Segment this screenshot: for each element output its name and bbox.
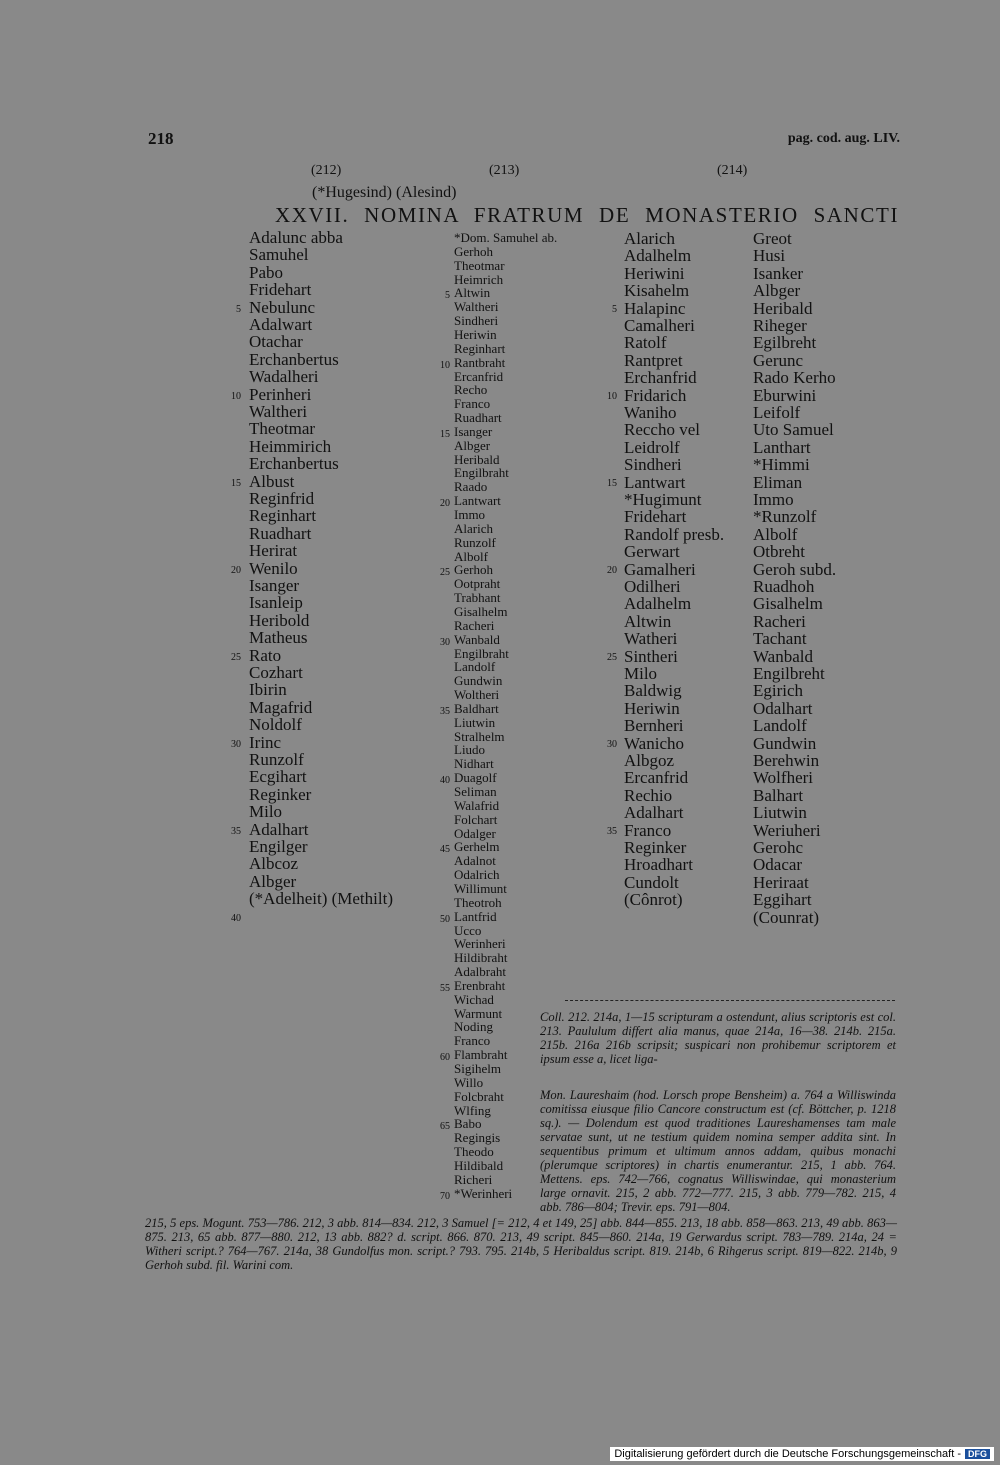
name-entry: Ucco xyxy=(454,922,482,938)
name-entry: Albcoz xyxy=(249,854,299,874)
name-entry: Racheri xyxy=(454,617,495,633)
name-entry: *Dom. Samuhel ab. xyxy=(454,230,558,245)
line-number: 30 xyxy=(440,636,450,648)
footnote-rule xyxy=(565,1000,895,1001)
name-entry: Milo xyxy=(624,664,658,683)
name-entry: Wanbald xyxy=(454,631,500,647)
name-entry: Franco xyxy=(454,396,491,412)
name-entry: Franco xyxy=(454,1033,491,1049)
line-number: 65 xyxy=(440,1121,450,1133)
name-entry: Ercanfrid xyxy=(624,768,689,788)
name-entry: Racheri xyxy=(753,611,806,631)
name-entry: Ruadhart xyxy=(249,523,312,543)
name-entry: Alarich xyxy=(624,229,675,248)
name-entry: Leifolf xyxy=(753,403,801,422)
name-entry: Wenilo xyxy=(249,558,298,578)
name-entry: Camalheri xyxy=(624,316,695,335)
line-number: 40 xyxy=(231,912,241,924)
name-entry: Erchanbertus xyxy=(249,349,339,369)
name-entry: Landolf xyxy=(454,659,496,675)
name-entry: Berehwin xyxy=(753,751,820,770)
name-entry: Duagolf xyxy=(454,770,497,786)
name-entry: Seliman xyxy=(454,784,497,799)
name-entry: Albger xyxy=(249,871,297,891)
name-entry: Wanbald xyxy=(753,646,813,666)
name-entry: Balhart xyxy=(753,785,804,805)
name-entry: Altwin xyxy=(624,611,672,631)
name-entry: Reccho vel xyxy=(624,420,700,440)
name-entry: Ercanfrid xyxy=(454,368,504,384)
line-number: 20 xyxy=(440,498,450,510)
name-entry: Irinc xyxy=(249,732,282,752)
name-entry: Theotmar xyxy=(249,419,316,439)
name-entry: (*Adelheit) (Methilt) xyxy=(249,889,393,909)
name-entry: Runzolf xyxy=(454,534,496,550)
name-entry: Werinheri xyxy=(454,936,506,952)
name-entry: Isanleip xyxy=(249,593,303,613)
name-entry: Uto Samuel xyxy=(753,420,834,440)
name-entry: Pabo xyxy=(249,262,283,282)
name-entry: Reginhart xyxy=(454,340,506,356)
name-entry: Adalnot xyxy=(454,853,496,869)
name-entry: Folchart xyxy=(454,811,498,827)
name-entry: Samuhel xyxy=(249,245,309,265)
name-entry: Ootpraht xyxy=(454,576,501,592)
name-entry: Liutwin xyxy=(454,714,496,730)
name-entry: Waniho xyxy=(624,403,677,422)
name-entry: Herirat xyxy=(249,541,298,561)
name-entry: Sindheri xyxy=(454,313,499,329)
wide-footnote: 215, 5 eps. Mogunt. 753—786. 212, 3 abb. 814—834. 212, 3 Samuel [= 212, 4 et 149, 25] abb. 844—855. 213, 18 abb. 858—863. 213, 49 abb. 863—875. 213, 65 abb. 877—880. 212, 13 abb. 882? d. script. 866. 870. 213, 49 script. 845—860. 214a, 19 Gerwardus script. 783—789. 214a, 24 = Witheri script.? 764—767. 214a, 38 Gundolfus mon. script.? 793. 795. 214b, 5 Heribaldus script. 819. 214b, 6 Rihgerus script. 819—822. 214b, 9 Gerhoh subd. fil. Warini com. xyxy=(145,1216,897,1272)
name-entry: Gerwart xyxy=(624,542,680,562)
chapter-title: XXVII. NOMINA FRATRUM DE MONASTERIO SANCTI xyxy=(275,203,900,227)
name-entry: Albolf xyxy=(753,524,798,544)
name-entry: (Cônrot) xyxy=(624,890,683,910)
name-entry: *Werinheri xyxy=(454,1185,513,1201)
name-entry: Rado Kerho xyxy=(753,368,836,388)
name-entry: Reginker xyxy=(249,784,312,804)
name-entry: Ibirin xyxy=(249,680,287,700)
line-number: 5 xyxy=(236,303,241,315)
line-number: 35 xyxy=(607,825,617,837)
name-entry: Reginker xyxy=(624,838,687,857)
name-entry: Woltheri xyxy=(454,687,500,703)
line-number: 10 xyxy=(607,390,617,402)
page-number: 218 xyxy=(148,129,174,148)
name-entry: Baldhart xyxy=(454,700,499,716)
name-entry: Magafrid xyxy=(249,697,313,717)
name-entry: Adalunc abba xyxy=(249,228,343,247)
name-entry: Weriuheri xyxy=(753,820,821,840)
name-entry: Leidrolf xyxy=(624,437,680,457)
name-entry: Tachant xyxy=(753,629,807,649)
name-entry: Gerhoh xyxy=(454,243,493,259)
name-entry: Reginfrid xyxy=(249,489,315,508)
name-entry: Alarich xyxy=(454,520,493,536)
name-entry: Waltheri xyxy=(454,299,499,315)
line-number: 50 xyxy=(440,913,450,925)
name-entry: Rantpret xyxy=(624,350,683,370)
name-entry: Runzolf xyxy=(249,750,304,769)
name-entry: Adalhart xyxy=(624,803,684,823)
name-entry: *Hugimunt xyxy=(624,490,702,509)
name-entry: Rantbraht xyxy=(454,354,506,370)
name-entry: Nebulunc xyxy=(249,297,316,317)
line-number: 20 xyxy=(607,564,617,576)
name-entry: Heriwin xyxy=(454,326,497,342)
name-entry: Wlfing xyxy=(454,1102,491,1118)
name-entry: Albgoz xyxy=(624,751,675,770)
line-number: 30 xyxy=(607,738,617,750)
name-entry: Adalwart xyxy=(249,315,313,334)
supra-title: (*Hugesind) (Alesind) xyxy=(312,184,457,201)
name-entry: Erchanbertus xyxy=(249,454,339,474)
name-entry: Stralhelm xyxy=(454,728,505,744)
name-entry: Gerhoh xyxy=(454,562,493,578)
line-number: 25 xyxy=(440,567,450,579)
name-entry: Altwin xyxy=(454,285,491,301)
name-entry: Albger xyxy=(454,437,491,453)
name-entry: Cundolt xyxy=(624,872,679,892)
name-entry: Flambraht xyxy=(454,1047,508,1063)
name-entry: Greot xyxy=(753,229,792,248)
name-entry: Gerunc xyxy=(753,350,804,370)
name-entry: Baldwig xyxy=(624,681,682,701)
name-entry: Warmunt xyxy=(454,1005,503,1021)
name-entry: Heribald xyxy=(753,298,813,318)
footer-credit xyxy=(610,1447,994,1461)
name-entry: Engilbraht xyxy=(454,465,509,481)
name-entry: Walafrid xyxy=(454,797,500,813)
name-entry: Theotmar xyxy=(454,257,505,273)
name-entry: Liudo xyxy=(454,742,486,758)
name-entry: Folcbraht xyxy=(454,1088,504,1104)
name-entry: Hildibraht xyxy=(454,950,508,966)
name-entry: Engilbreht xyxy=(753,664,825,683)
name-entry: Ecgihart xyxy=(249,767,307,787)
name-entry: Bernheri xyxy=(624,716,684,736)
name-entry: Wadalheri xyxy=(249,367,319,387)
name-entry: Richeri xyxy=(454,1171,493,1187)
name-entry: Kisahelm xyxy=(624,281,690,301)
dfg-logo: DFG xyxy=(965,1449,990,1459)
name-entry: Babo xyxy=(454,1116,482,1132)
name-entry: Hroadhart xyxy=(624,855,693,875)
name-entry: Theodo xyxy=(454,1144,494,1160)
name-entry: Lantwart xyxy=(454,493,501,509)
name-entry: Adalhart xyxy=(249,819,309,839)
name-entry: Fridehart xyxy=(624,507,687,527)
name-entry: Ratolf xyxy=(624,333,667,353)
name-entry: Adalhelm xyxy=(624,594,692,614)
line-number: 10 xyxy=(231,390,241,402)
name-entry: Randolf presb. xyxy=(624,524,725,544)
name-entry: Engilbraht xyxy=(454,645,509,661)
name-entry: Husi xyxy=(753,246,786,266)
name-entry: Immo xyxy=(454,507,486,522)
name-entry: Odalrich xyxy=(454,867,500,883)
name-entry: Heriraat xyxy=(753,872,809,892)
name-entry: Albust xyxy=(249,471,295,491)
name-entry: Willimunt xyxy=(454,880,507,896)
line-number: 35 xyxy=(440,705,450,717)
line-number: 10 xyxy=(440,359,450,371)
name-entry: Perinheri xyxy=(249,384,312,404)
name-entry: *Himmi xyxy=(753,455,810,475)
name-entry: Geroh subd. xyxy=(753,559,837,579)
name-entry: Halapinc xyxy=(624,298,686,318)
line-number: 35 xyxy=(231,825,241,837)
name-entry: Gerohc xyxy=(753,838,804,857)
name-entry: Eggihart xyxy=(753,890,812,910)
line-number: 25 xyxy=(607,651,617,663)
name-entry: Ruadhart xyxy=(454,410,502,426)
line-number: 15 xyxy=(607,477,617,489)
line-number: 25 xyxy=(231,651,241,663)
name-entry: *Runzolf xyxy=(753,507,817,527)
name-entry: Noldolf xyxy=(249,715,302,735)
name-entry: Engilger xyxy=(249,837,308,856)
line-number: 40 xyxy=(440,775,450,787)
name-entry: Sintheri xyxy=(624,646,678,666)
name-entry: Wolfheri xyxy=(753,768,813,788)
name-entry: Fridehart xyxy=(249,280,312,300)
name-entry: Heriwin xyxy=(624,698,680,718)
name-entry: Sigihelm xyxy=(454,1061,501,1076)
name-entry: Adalhelm xyxy=(624,246,692,266)
line-number: 20 xyxy=(231,564,241,576)
name-entry: Hildibald xyxy=(454,1157,504,1173)
footnote-block xyxy=(540,1010,896,1066)
name-entry: Isanker xyxy=(753,263,804,283)
name-entry: Odalhart xyxy=(753,698,813,718)
name-entry: Gerhelm xyxy=(454,839,500,855)
name-entry: Liutwin xyxy=(753,803,807,823)
name-entry: Egirich xyxy=(753,681,804,701)
name-entry: Nidhart xyxy=(454,756,494,772)
name-entry: Raado xyxy=(454,479,488,495)
column-number-214: (214) xyxy=(717,163,748,178)
name-entry: Matheus xyxy=(249,628,308,648)
name-entry: Albolf xyxy=(454,548,488,564)
line-number: 5 xyxy=(612,303,617,315)
name-entry: Adalbraht xyxy=(454,964,506,980)
footnote-paragraph: Mon. Laureshaim (hod. Lorsch prope Bensheim) a. 764 a Williswinda comitissa eiusque filio Cancore constructum est (cf. Böttcher, p. 1218 sq.). — Dolendum est quod traditiones Laureshamenses tam male servatae sunt, ut ne testium quidem nomina semper addita sint. In sequentibus primum et ultimum annos addam, quibus monachi (plerumque scriptores) in chartis enumerantur. 215, 1 abb. 764. Mettens. eps. 742—766, cognatus Williswindae, qui monasterium large ornavit. 215, 2 abb. 772—777. 215, 3 abb. 779—782. 215, 4 abb. 786—804; Trevir. eps. 791—804. xyxy=(540,1088,896,1214)
name-entry: Otachar xyxy=(249,332,303,352)
line-number: 5 xyxy=(445,290,450,302)
column-number-213: (213) xyxy=(489,163,520,178)
name-entry: Wichad xyxy=(454,991,494,1007)
line-number: 45 xyxy=(440,844,450,856)
name-entry: Erchanfrid xyxy=(624,368,697,388)
column-number-212: (212) xyxy=(311,163,342,178)
name-entry: Gisalhelm xyxy=(454,603,508,619)
name-entry: Heriwini xyxy=(624,263,685,283)
name-entry: Odalger xyxy=(454,825,496,841)
name-entry: Albger xyxy=(753,281,801,301)
running-head: pag. cod. aug. LIV. xyxy=(787,131,900,146)
name-entry: Milo xyxy=(249,802,283,822)
name-entry: Heribold xyxy=(249,610,310,630)
name-entry: Egilbreht xyxy=(753,333,817,353)
name-entry: Gundwin xyxy=(454,673,503,689)
name-entry: Gamalheri xyxy=(624,559,696,579)
name-entry: Lantfrid xyxy=(454,908,497,924)
name-entry: Isanger xyxy=(454,423,493,439)
name-entry: Noding xyxy=(454,1019,493,1035)
name-entry: Ruadhoh xyxy=(753,577,815,596)
name-entry: Eburwini xyxy=(753,385,817,405)
name-entry: Isanger xyxy=(249,576,300,595)
name-entry: Rato xyxy=(249,645,282,665)
line-number: 70 xyxy=(440,1190,450,1202)
name-entry: Fridarich xyxy=(624,385,687,405)
name-entry: Recho xyxy=(454,382,488,398)
name-entry: Sindheri xyxy=(624,455,682,475)
name-entry: Theotroh xyxy=(454,894,502,910)
name-entry: (Counrat) xyxy=(753,907,820,927)
name-entry: Rechio xyxy=(624,785,673,805)
name-entry: Heimrich xyxy=(454,271,504,287)
name-entry: Odilheri xyxy=(624,577,681,596)
name-entry: Regingis xyxy=(454,1130,501,1146)
name-entry: Franco xyxy=(624,820,672,840)
line-number: 30 xyxy=(231,738,241,750)
name-entry: Landolf xyxy=(753,716,807,736)
name-entry: Heribald xyxy=(454,451,500,467)
name-entry: Waltheri xyxy=(249,402,308,421)
footnote-block-2 xyxy=(540,1088,896,1214)
name-entry: Reginhart xyxy=(249,506,317,526)
name-entry: Gisalhelm xyxy=(753,594,823,614)
name-entry: Immo xyxy=(753,490,794,509)
name-entry: Erenbraht xyxy=(454,977,506,993)
name-entry: Otbreht xyxy=(753,542,805,562)
name-entry: Watheri xyxy=(624,629,678,649)
line-number: 55 xyxy=(440,982,450,994)
footnote-paragraph: Coll. 212. 214a, 1—15 scripturam a ostendunt, alius scriptoris est col. 213. Paululum differt alia manus, quae 214a, 16—38. 214b. 215a. 215b. 216a 216b scripsit; suspicari non prohibemur scriptorem et ipsum esse a, licet liga- xyxy=(540,1010,896,1066)
name-entry: Lanthart xyxy=(753,437,811,457)
line-number: 15 xyxy=(231,477,241,489)
name-entry: Wanicho xyxy=(624,733,684,753)
line-number: 15 xyxy=(440,428,450,440)
name-entry: Odacar xyxy=(753,855,803,875)
name-entry: Willo xyxy=(454,1074,484,1090)
name-entry: Riheger xyxy=(753,316,807,335)
name-entry: Trabhant xyxy=(454,590,501,606)
name-entry: Heimmirich xyxy=(249,436,332,456)
name-entry: Cozhart xyxy=(249,663,303,682)
line-number: 60 xyxy=(440,1052,450,1064)
name-entry: Eliman xyxy=(753,472,803,492)
footer-text: Digitalisierung gefördert durch die Deutsche Forschungsgemeinschaft - xyxy=(614,1448,961,1460)
name-entry: Gundwin xyxy=(753,733,817,753)
name-entry: Lantwart xyxy=(624,472,686,492)
